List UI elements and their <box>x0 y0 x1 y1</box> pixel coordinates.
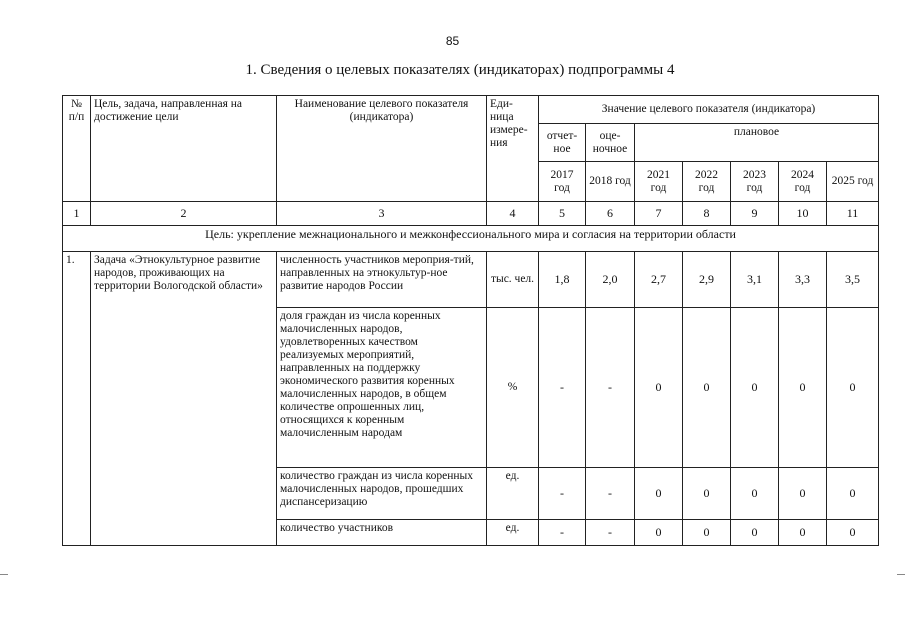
column-number: 4 <box>487 202 539 226</box>
value-cell: - <box>586 468 635 520</box>
value-cell: 0 <box>779 468 827 520</box>
indicator-name: количество участников <box>277 520 487 546</box>
task-text: Задача «Этнокультурное развитие народов, проживающих на территории Вологодской области» <box>91 252 277 546</box>
table-row <box>63 252 879 308</box>
column-number: 2 <box>91 202 277 226</box>
column-number: 8 <box>683 202 731 226</box>
document-title: 1. Сведения о целевых показателях (индикаторах) подпрограммы 4 <box>245 62 675 78</box>
indicator-unit: ед. <box>487 468 539 520</box>
value-cell: 0 <box>635 468 683 520</box>
value-cell: 0 <box>731 520 779 546</box>
value-cell: - <box>586 520 635 546</box>
indicator-name: доля граждан из числа коренных малочисленных народов, удовлетворенных качеством реализуемых мероприятий, направленных на поддержку экономического развития коренных малочисленных народов, в общем количестве опрошенных лиц, относящихся к коренным малочисленным народам <box>277 308 487 468</box>
header-reported: отчет-ное <box>539 124 586 162</box>
header-year: 2023 год <box>731 162 779 202</box>
indicator-unit: % <box>487 308 539 468</box>
value-cell: 0 <box>827 520 879 546</box>
value-cell: 3,1 <box>731 252 779 308</box>
indicator-unit: ед. <box>487 520 539 546</box>
column-number: 10 <box>779 202 827 226</box>
value-cell: 0 <box>731 308 779 468</box>
value-cell: 0 <box>827 468 879 520</box>
header-year: 2024 год <box>779 162 827 202</box>
column-number: 7 <box>635 202 683 226</box>
value-cell: 0 <box>683 308 731 468</box>
header-unit: Еди-ница измере-ния <box>487 96 539 202</box>
value-cell: 0 <box>683 520 731 546</box>
value-cell: 0 <box>683 468 731 520</box>
value-cell: 2,9 <box>683 252 731 308</box>
column-number: 1 <box>63 202 91 226</box>
header-year: 2018 год <box>586 162 635 202</box>
value-cell: 1,8 <box>539 252 586 308</box>
page-number: 85 <box>445 34 460 48</box>
header-estimated: оце-ночное <box>586 124 635 162</box>
header-num: № п/п <box>63 96 91 202</box>
value-cell: 0 <box>827 308 879 468</box>
indicators-table <box>62 95 879 546</box>
indicator-unit: тыс. чел. <box>487 252 539 308</box>
header-goal: Цель, задача, направленная на достижение цели <box>91 96 277 202</box>
goal-row: Цель: укрепление межнационального и межконфессионального мира и согласия на территории области <box>63 226 879 252</box>
header-year: 2017 год <box>539 162 586 202</box>
value-cell: 0 <box>635 520 683 546</box>
value-cell: 0 <box>635 308 683 468</box>
indicator-name: количество граждан из числа коренных малочисленных народов, прошедших диспансеризацию <box>277 468 487 520</box>
value-cell: - <box>539 308 586 468</box>
value-cell: 2,7 <box>635 252 683 308</box>
value-cell: 0 <box>779 520 827 546</box>
task-number: 1. <box>63 252 91 546</box>
header-planned: плановое <box>635 124 879 162</box>
header-year: 2022 год <box>683 162 731 202</box>
header-year: 2025 год <box>827 162 879 202</box>
header-value-group: Значение целевого показателя (индикатора) <box>539 96 879 124</box>
value-cell: - <box>586 308 635 468</box>
value-cell: 0 <box>731 468 779 520</box>
scan-edge-mark <box>897 574 905 575</box>
header-indicator: Наименование целевого показателя (индикатора) <box>277 96 487 202</box>
value-cell: - <box>539 468 586 520</box>
column-number: 9 <box>731 202 779 226</box>
value-cell: 3,5 <box>827 252 879 308</box>
column-number: 11 <box>827 202 879 226</box>
column-number: 6 <box>586 202 635 226</box>
value-cell: 3,3 <box>779 252 827 308</box>
indicator-name: численность участников мероприя-тий, направленных на этнокультур-ное развитие народов России <box>277 252 487 308</box>
value-cell: 0 <box>779 308 827 468</box>
column-number: 3 <box>277 202 487 226</box>
value-cell: - <box>539 520 586 546</box>
value-cell: 2,0 <box>586 252 635 308</box>
scan-edge-mark <box>0 574 8 575</box>
header-year: 2021 год <box>635 162 683 202</box>
column-number: 5 <box>539 202 586 226</box>
